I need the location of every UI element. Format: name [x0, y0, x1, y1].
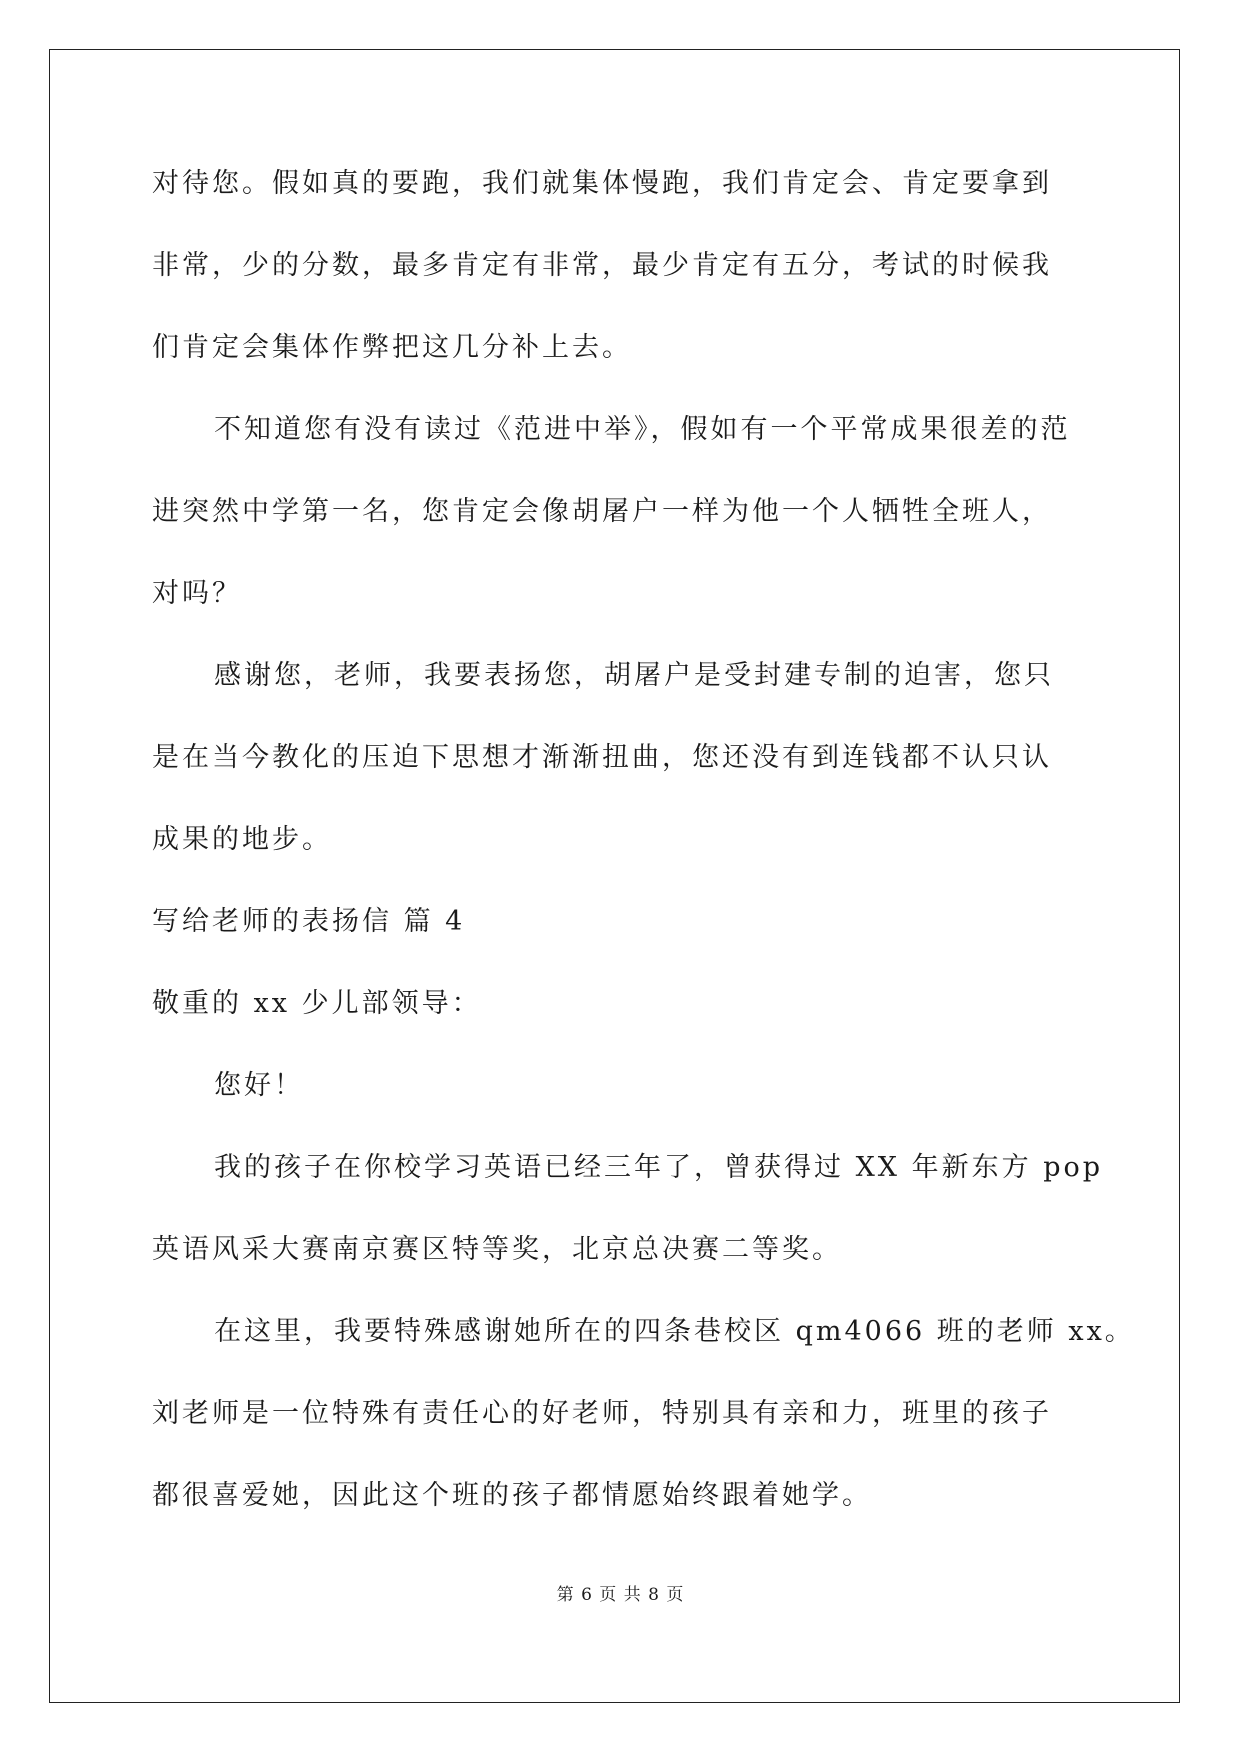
salutation: 敬重的 xx 少儿部领导： — [152, 988, 482, 1019]
paragraph-line: 刘老师是一位特殊有责任心的好老师，特别具有亲和力，班里的孩子 — [152, 1398, 1052, 1429]
paragraph-line: 英语风采大赛南京赛区特等奖，北京总决赛二等奖。 — [152, 1234, 842, 1265]
paragraph-line: 在这里，我要特殊感谢她所在的四条巷校区 qm4066 班的老师 xx。 — [214, 1316, 1135, 1347]
paragraph-line: 进突然中学第一名，您肯定会像胡屠户一样为他一个人牺牲全班人， — [152, 496, 1052, 527]
section-heading: 写给老师的表扬信 篇 4 — [152, 906, 466, 937]
paragraph-line: 感谢您，老师，我要表扬您，胡屠户是受封建专制的迫害，您只 — [214, 660, 1054, 691]
paragraph-line: 对待您。假如真的要跑，我们就集体慢跑，我们肯定会、肯定要拿到 — [152, 168, 1052, 199]
paragraph-line: 我的孩子在你校学习英语已经三年了，曾获得过 XX 年新东方 pop — [214, 1152, 1104, 1183]
greeting: 您好！ — [214, 1070, 304, 1101]
paragraph-line: 成果的地步。 — [152, 824, 332, 855]
paragraph-line: 不知道您有没有读过《范进中举》，假如有一个平常成果很差的范 — [214, 414, 1071, 445]
paragraph-line: 非常，少的分数，最多肯定有非常，最少肯定有五分，考试的时候我 — [152, 250, 1052, 281]
paragraph-line: 对吗？ — [152, 578, 242, 609]
paragraph-line: 是在当今教化的压迫下思想才渐渐扭曲，您还没有到连钱都不认只认 — [152, 742, 1052, 773]
paragraph-line: 们肯定会集体作弊把这几分补上去。 — [152, 332, 632, 363]
paragraph-line: 都很喜爱她，因此这个班的孩子都情愿始终跟着她学。 — [152, 1480, 872, 1511]
page-border — [49, 49, 1180, 1703]
page-number: 第 6 页 共 8 页 — [556, 1585, 685, 1605]
